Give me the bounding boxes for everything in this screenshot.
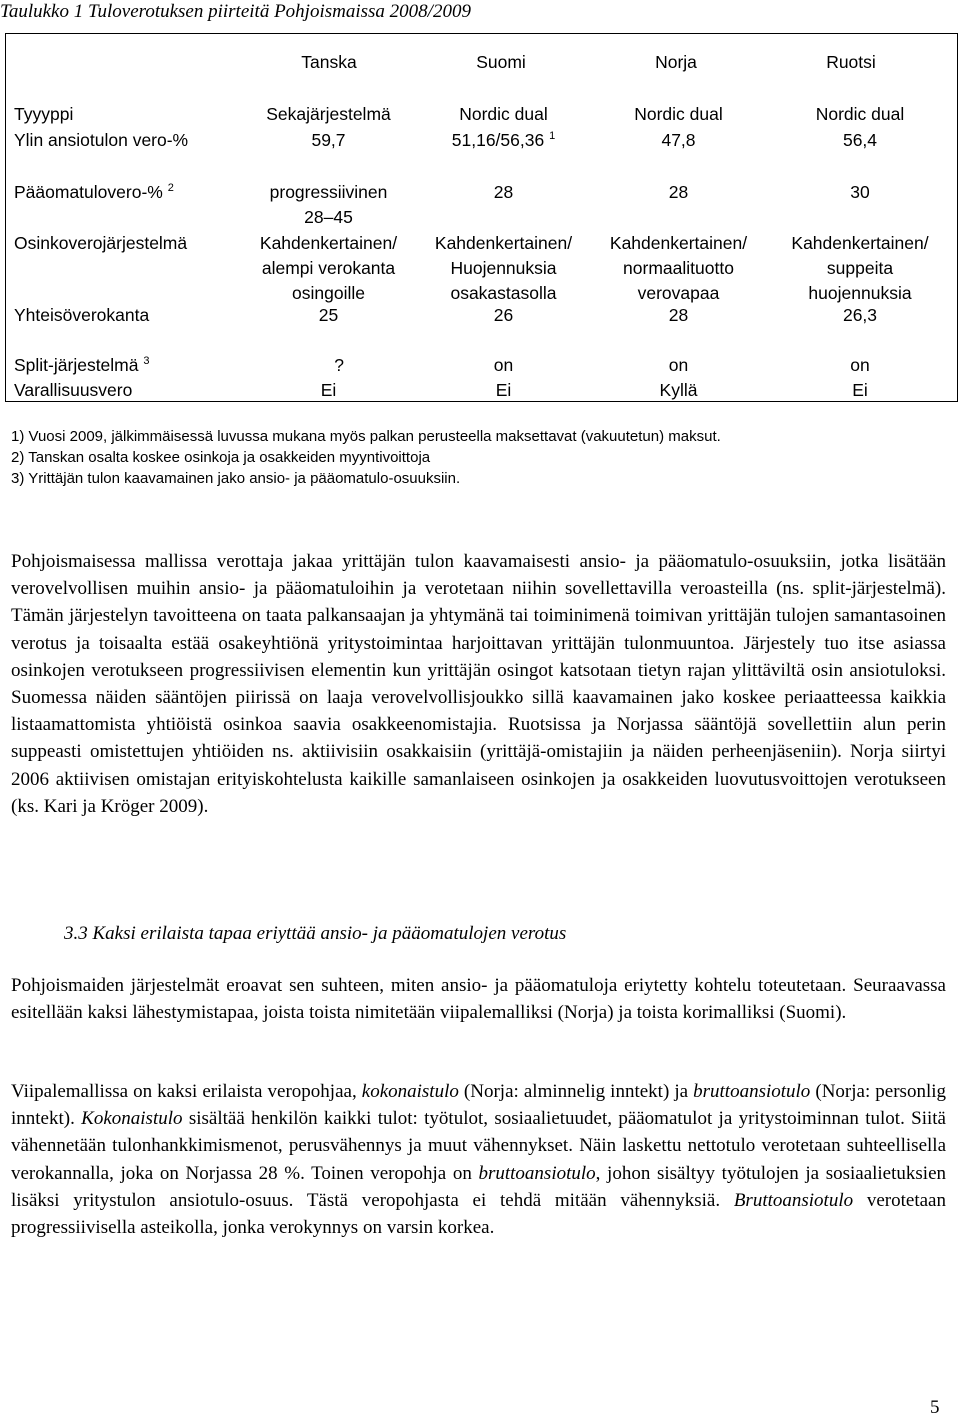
footnote-ref-3: 3 — [143, 355, 150, 367]
header-ruotsi: Ruotsi — [826, 52, 876, 72]
footnote-3: 3) Yrittäjän tulon kaavamainen jako ansio- ja pääomatulo-osuuksiin. — [11, 470, 461, 487]
section-heading: 3.3 Kaksi erilaista tapaa eriyttää ansio- ja pääomatulojen verotus — [64, 923, 567, 944]
tyyppi-suomi: Nordic dual — [459, 104, 548, 124]
varallisuus-suomi: Ei — [495, 380, 512, 400]
split-norja: on — [668, 355, 689, 375]
term-kokonaistulo: kokonaistulo — [361, 1081, 459, 1102]
term-bruttoansiotulo-3: Bruttoansiotulo — [733, 1189, 854, 1211]
header-tanska: Tanska — [301, 52, 357, 72]
footnote-ref-2: 2 — [167, 182, 174, 194]
osinko-tanska — [241, 231, 416, 306]
paaoma-tanska-line1: progressiivinen — [269, 182, 388, 202]
footnote-2: 2) Tanskan osalta koskee osinkoja ja osakkeiden myyntivoittoja — [11, 449, 431, 466]
footnote-1: 1) Vuosi 2009, jälkimmäisessä luvussa mukana myös palkan perusteella maksettavat (vakuutetun) maksut. — [11, 428, 721, 445]
osinko-suomi-line3: osakastasolla — [450, 283, 557, 303]
osinko-suomi-line1: Kahdenkertainen/ — [434, 233, 573, 253]
row-label-tyyppi: Tyyyppi — [14, 104, 74, 124]
page-number: 5 — [930, 1397, 940, 1418]
paaoma-tanska — [241, 180, 416, 230]
paaoma-ruotsi: 30 — [850, 182, 870, 202]
yhteiso-suomi: 26 — [493, 305, 514, 325]
row-label-varallisuus: Varallisuusvero — [14, 380, 133, 400]
paaoma-suomi: 28 — [493, 182, 514, 202]
split-tanska: ? — [334, 355, 344, 375]
osinko-tanska-line3: osingoille — [292, 283, 365, 303]
table-caption: Taulukko 1 Tuloverotuksen piirteitä Pohjoismaissa 2008/2009 — [0, 1, 471, 22]
osinko-ruotsi-line1: Kahdenkertainen/ — [791, 233, 929, 253]
yhteiso-norja: 28 — [668, 305, 689, 325]
tyyppi-norja: Nordic dual — [634, 104, 723, 124]
row-label-split: Split-järjestelmä $^3$ — [14, 355, 150, 375]
table-footnotes — [11, 426, 951, 489]
row-label-yhteiso: Yhteisöverokanta — [14, 305, 150, 325]
row-label-paaoma: Pääomatulovero-% $^2$ — [14, 182, 174, 202]
osinko-tanska-line1: Kahdenkertainen/ — [259, 233, 398, 253]
term-kokonaistulo-2: Kokonaistulo — [81, 1108, 183, 1130]
term-bruttoansiotulo: bruttoansiotulo — [693, 1081, 811, 1102]
osinko-norja-line3: verovapaa — [637, 283, 720, 303]
body-paragraph-2: Pohjoismaiden järjestelmät eroavat sen suhteen, miten ansio- ja pääomatuloja eriytetty kohtelu toteutetaan. Seuraavassa esitellään kaksi lähestymistapaa, joista toista nimitetään viipalemalliksi (Norja) ja toista korimalliksi (Suomi). — [11, 975, 946, 1024]
split-ruotsi: on — [850, 355, 870, 375]
tyyppi-tanska: Sekajärjestelmä — [266, 104, 391, 124]
header-suomi: Suomi — [476, 52, 526, 72]
body-paragraph-3: Viipalemallissa on kaksi erilaista veropohjaa, kokonaistulo (Norja: alminnelig inntekt) ja bruttoansiotulo (Norja: personlig inntekt). Kokonaistulo sisältää henkilön kaikki tulot: työtulot, sosiaalietuudet, pääomatulot ja yritystoiminnan tulot. Siitä vähennetään tulonhankkimismenot, perusvähennys ja muut vähennykset. Näin laskettu nettotulo verotetaan suhteellisella verokannalla, joka on Norjassa 28 %. Toinen veropohja on bruttoansiotulo, johon sisältyy työtulojen ja sosiaalietuksien lisäksi yritystulon ansiotulo-osuus. Tästä veropohjasta ei tehdä mitään vähennyksiä. Bruttoansiotulo verotetaan progressiivisella asteikolla, jonka verokynnys on varsin korkea. — [11, 1081, 947, 1239]
varallisuus-norja: Kyllä — [659, 380, 698, 400]
varallisuus-tanska: Ei — [320, 380, 337, 400]
body-paragraph-1: Pohjoismaisessa mallissa verottaja jakaa yrittäjän tulon kaavamaisesti ansio- ja pääomatulo-osuuksiin, jotka lisätään verovelvollisen muihin ansio- ja pääomatuloihin ja verotetaan niihin sovellettavilla veroasteilla (ns. split-järjestelmä). Tämän järjestelyn tavoitteena on taata palkansaajan ja yhtymänä tai toiminimenä toimivan yrittäjän tulojen samantasoinen verotus ja toisaalta estää osakeyhtiönä yritystoimintaa harjoittavan yrittäjän tulonmuuntoa. Järjestely tuo itse asiassa osinkojen verotukseen progressiivisen elementin kun yrittäjän osingot katsotaan tietyn rajan ylittäviltä osin ansiotuloksi. Suomessa näiden sääntöjen piirissä on laaja verovelvollisjoukko sillä kaavamainen jako koskee periaatteessa kaikkia listaamattomista yhtiöistä osinkoa saavia osakkeenomistajia. Ruotsissa ja Norjassa sääntöjä sovellettiin alun perin suppeasti omistettujen yhtiöiden ns. aktiivisiin osakkaisiin (yrittäjä-omistajiin ja näiden perheenjäseniin). Norja siirtyi 2006 aktiivisen omistajan erityiskohtelusta kaikille samanlaiseen osinkojen ja osakkeiden luovutusvoittojen verotukseen (ks. Kari ja Kröger 2009). — [11, 551, 946, 817]
ylin-ruotsi: 56,4 — [842, 130, 878, 150]
osinko-norja — [591, 231, 766, 306]
header-norja: Norja — [655, 52, 697, 72]
term-bruttoansiotulo-2: bruttoansiotulo — [478, 1162, 596, 1184]
osinko-ruotsi-line2: suppeita — [826, 258, 894, 278]
paaoma-norja: 28 — [668, 182, 689, 202]
osinko-suomi-line2: Huojennuksia — [450, 258, 557, 278]
ylin-tanska: 59,7 — [311, 130, 346, 150]
row-label-osinko: Osinkoverojärjestelmä — [14, 233, 188, 253]
ylin-norja: 47,8 — [661, 130, 696, 150]
osinko-norja-line2: normaalituotto — [623, 258, 734, 278]
osinko-ruotsi-line3: huojennuksia — [808, 283, 912, 303]
paaoma-tanska-line2: 28–45 — [304, 207, 353, 227]
varallisuus-ruotsi: Ei — [852, 380, 868, 400]
split-suomi: on — [493, 355, 514, 375]
tax-comparison-table — [5, 33, 958, 402]
osinko-norja-line1: Kahdenkertainen/ — [609, 233, 748, 253]
tyyppi-ruotsi: Nordic dual — [815, 104, 905, 124]
ylin-suomi: 51,16/56,36 $^1$ — [451, 130, 556, 150]
yhteiso-ruotsi: 26,3 — [842, 305, 878, 325]
osinko-ruotsi — [766, 231, 954, 306]
osinko-suomi — [416, 231, 591, 306]
yhteiso-tanska: 25 — [318, 305, 339, 325]
osinko-tanska-line2: alempi verokanta — [261, 258, 396, 278]
row-label-ylin: Ylin ansiotulon vero-% — [14, 130, 189, 150]
footnote-ref-1: 1 — [549, 130, 556, 142]
